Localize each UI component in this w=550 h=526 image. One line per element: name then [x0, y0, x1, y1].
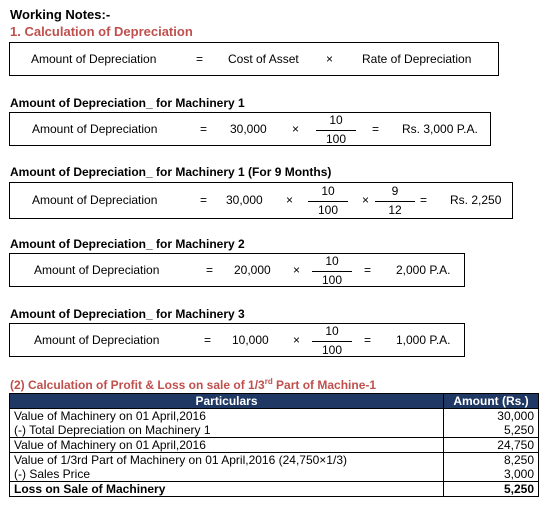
table-row — [10, 409, 539, 424]
calc4-equals: = — [204, 333, 212, 347]
calc1-equals2: = — [372, 122, 380, 136]
calc1-fraction — [316, 113, 356, 147]
section2-title-b: Part of Machine-1 — [272, 378, 377, 392]
table-row — [10, 467, 539, 482]
calc2-denominator: 100 — [317, 203, 339, 217]
calc2-equals: = — [200, 193, 208, 207]
calc2-result: Rs. 2,250 — [450, 193, 502, 207]
calc3-box — [9, 253, 465, 287]
calc2-times: × — [286, 193, 294, 207]
calc2-fraction1 — [308, 184, 348, 218]
formula-term2: Cost of Asset — [228, 52, 299, 66]
calc2-cost: 30,000 — [226, 193, 263, 207]
calc2-numerator2: 9 — [391, 184, 399, 198]
calc3-title: Amount of Depreciation_ for Machinery 2 — [10, 237, 245, 251]
calc4-times: × — [293, 333, 301, 347]
row-amount: 24,750 — [444, 438, 539, 453]
calc2-box — [9, 182, 513, 219]
calc3-times: × — [293, 263, 301, 277]
calc2-label: Amount of Depreciation — [32, 193, 158, 207]
row-amount: 5,250 — [444, 482, 539, 497]
calc4-cost: 10,000 — [232, 333, 269, 347]
calc4-label: Amount of Depreciation — [34, 333, 160, 347]
calc4-box — [9, 323, 465, 357]
row-particular: Value of Machinery on 01 April,2016 — [10, 409, 444, 424]
section2-title-sup: rd — [264, 377, 273, 386]
formula-term3: Rate of Depreciation — [362, 52, 472, 66]
calc1-box — [9, 112, 491, 146]
table-row — [10, 453, 539, 468]
calc1-cost: 30,000 — [230, 122, 267, 136]
header-amount: Amount (Rs.) — [444, 394, 539, 409]
section2-title-a: (2) Calculation of Profit & Loss on sale of 1/3 — [10, 378, 265, 392]
calc3-result: 2,000 P.A. — [396, 263, 451, 277]
table-header-row — [10, 394, 539, 409]
table-row — [10, 423, 539, 438]
calc1-label: Amount of Depreciation — [32, 122, 158, 136]
formula-box — [9, 42, 499, 76]
row-amount: 30,000 — [444, 409, 539, 424]
calc3-cost: 20,000 — [234, 263, 271, 277]
row-amount: 3,000 — [444, 467, 539, 482]
calc1-denominator: 100 — [325, 132, 347, 146]
calc2-times2: × — [362, 193, 370, 207]
formula-times: × — [326, 52, 334, 66]
calc4-title: Amount of Depreciation_ for Machinery 3 — [10, 307, 245, 321]
calc3-fraction — [312, 254, 352, 288]
table-row-total — [10, 482, 539, 497]
calc3-denominator: 100 — [321, 273, 343, 287]
row-particular: (-) Sales Price — [10, 467, 444, 482]
calc2-numerator: 10 — [321, 184, 335, 198]
calc1-result: Rs. 3,000 P.A. — [402, 122, 478, 136]
calc2-title: Amount of Depreciation_ for Machinery 1 (For 9 Months) — [10, 165, 332, 179]
calc4-result: 1,000 P.A. — [396, 333, 451, 347]
calc3-equals: = — [206, 263, 214, 277]
calc4-denominator: 100 — [321, 343, 343, 357]
profit-loss-table — [9, 393, 539, 497]
row-amount: 8,250 — [444, 453, 539, 468]
row-particular: Value of 1/3rd Part of Machinery on 01 April,2016 (24,750×1/3) — [10, 453, 444, 468]
calc4-numerator: 10 — [325, 324, 339, 338]
calc3-equals2: = — [364, 263, 372, 277]
row-particular: (-) Total Depreciation on Machinery 1 — [10, 423, 444, 438]
formula-term1: Amount of Depreciation — [31, 52, 157, 66]
calc4-fraction — [312, 324, 352, 358]
working-notes-heading: Working Notes:- — [10, 7, 111, 22]
calc2-equals2: = — [420, 193, 428, 207]
calc2-fraction2 — [375, 184, 415, 218]
calc4-equals2: = — [364, 333, 372, 347]
row-particular: Loss on Sale of Machinery — [10, 482, 444, 497]
table-row — [10, 438, 539, 453]
calc1-title: Amount of Depreciation_ for Machinery 1 — [10, 96, 245, 110]
header-particulars: Particulars — [10, 394, 444, 409]
section1-title: 1. Calculation of Depreciation — [10, 24, 193, 39]
calc1-numerator: 10 — [329, 113, 343, 127]
row-amount: 5,250 — [444, 423, 539, 438]
calc3-label: Amount of Depreciation — [34, 263, 160, 277]
section2-title — [10, 377, 376, 392]
row-particular: Value of Machinery on 01 April,2016 — [10, 438, 444, 453]
calc1-times: × — [292, 122, 300, 136]
formula-equals: = — [196, 52, 204, 66]
calc2-denominator2: 12 — [388, 203, 402, 217]
calc3-numerator: 10 — [325, 254, 339, 268]
calc1-equals: = — [200, 122, 208, 136]
